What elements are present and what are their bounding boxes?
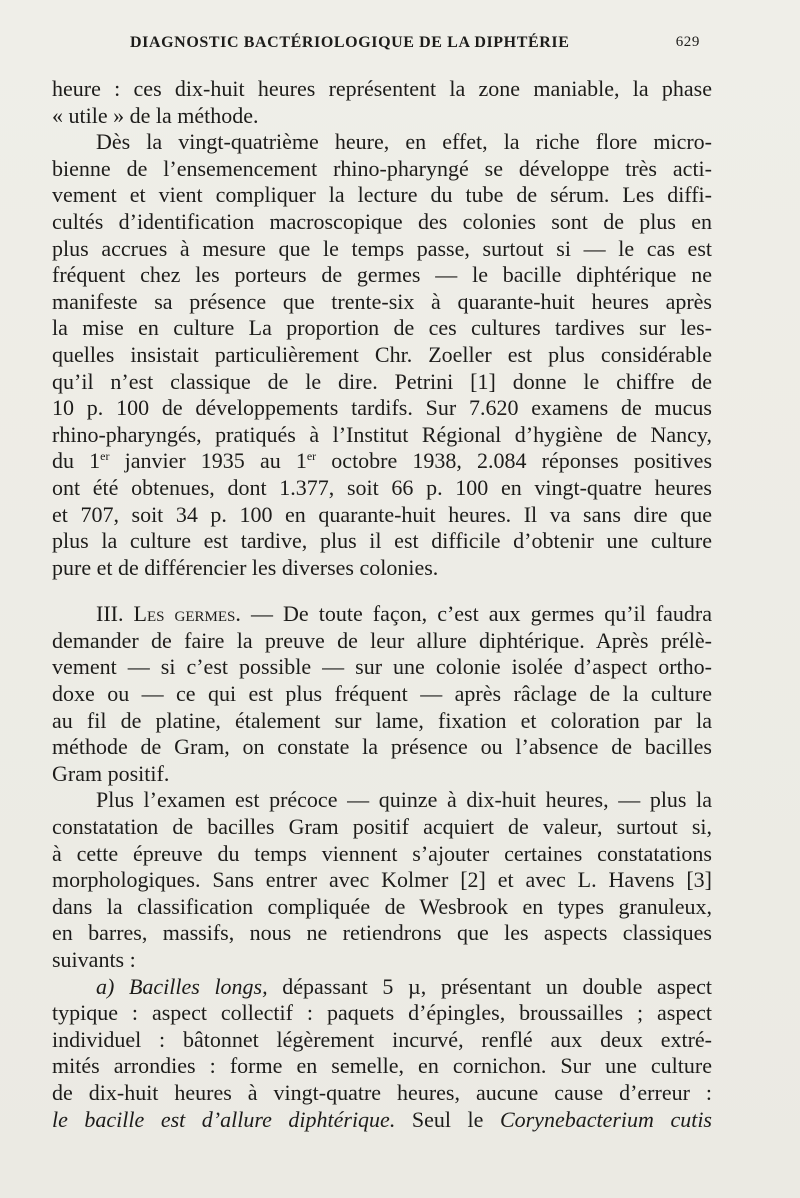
text-fragment: janvier 1935 au 1 [109, 448, 307, 474]
text-fragment: du 1 [52, 448, 101, 474]
text-line: Plus l’examen est précoce — quinze à dix-huit heures, — plus la [96, 787, 712, 813]
page-number: 629 [675, 34, 700, 50]
paragraph-late-cultures [52, 129, 712, 581]
running-head-title: DIAGNOSTIC BACTÉRIOLOGIQUE DE LA DIPHTÉRIE [130, 34, 570, 51]
text-line: plus accrues à mesure que le temps passe, surtout si — le cas est [52, 235, 712, 261]
text-line: Gram positif. [52, 760, 170, 786]
item-label: a) Bacilles longs, [96, 973, 268, 999]
section-heading: Les germes. [133, 601, 241, 627]
text-line: méthode de Gram, on constate la présence ou l’absence de bacilles [52, 734, 712, 760]
superscript: er [306, 449, 317, 464]
italic-text: le bacille est d’allure diphtérique. [52, 1106, 396, 1132]
text-fragment: dépassant 5 µ, présentant un double aspect [267, 973, 712, 999]
text-line: suivants : [52, 947, 136, 972]
paragraph-long-bacilli [52, 974, 712, 1134]
text-line: cultés d’identification macroscopique des colonies sont de plus en [52, 208, 712, 234]
text-line: Dès la vingt-quatrième heure, en effet, la riche flore micro- [96, 129, 712, 155]
text-line: individuel : bâtonnet légèrement incurvé, renflé aux deux extré- [52, 1026, 712, 1052]
section-gap [52, 581, 712, 601]
text-line: rhino-pharyngés, pratiqués à l’Institut Régional d’hygiène de Nancy, [52, 421, 712, 447]
section-germs [52, 601, 712, 787]
text-line: plus la culture est tardive, plus il est difficile d’obtenir une culture [52, 528, 712, 554]
paragraph-continuation [52, 76, 712, 129]
text-line: et 707, soit 34 p. 100 en quarante-huit heures. Il va sans dire que [52, 501, 712, 527]
body-text [52, 76, 712, 1133]
section-numeral: III. [96, 601, 124, 627]
text-line: fréquent chez les porteurs de germes — le bacille diphtérique ne [52, 262, 712, 288]
text-line: pure et de différencier les diverses colonies. [52, 554, 439, 580]
text-line: heure : ces dix-huit heures représentent la zone maniable, la phase [52, 76, 712, 101]
text-line-mixed [52, 1107, 712, 1134]
text-fragment: — De toute façon, c’est aux germes qu’il faudra [240, 601, 712, 627]
text-line: de dix-huit heures à vingt-quatre heures, aucune cause d’erreur : [52, 1079, 712, 1105]
section-heading-line [52, 601, 712, 628]
text-line: dans la classification compliquée de Wesbrook en types granuleux, [52, 893, 712, 919]
text-line: qu’il n’est classique de le dire. Petrini [1] donne le chiffre de [52, 368, 712, 394]
text-line: doxe ou — ce qui est plus fréquent — après râclage de la culture [52, 681, 712, 707]
text-line: morphologiques. Sans entrer avec Kolmer [2] et avec L. Havens [3] [52, 867, 712, 893]
text-line: « utile » de la méthode. [52, 102, 259, 128]
text-line: constatation de bacilles Gram positif acquiert de valeur, surtout si, [52, 814, 712, 840]
text-line: vement et vient compliquer la lecture du tube de sérum. Les diffi- [52, 182, 712, 208]
text-line: 10 p. 100 de développements tardifs. Sur 7.620 examens de mucus [52, 395, 712, 421]
text-line: bienne de l’ensemencement rhino-pharyngé se développe très acti- [52, 155, 712, 181]
superscript: er [100, 449, 110, 464]
text-line: mités arrondies : forme en semelle, en cornichon. Sur une culture [52, 1053, 712, 1079]
text-line: typique : aspect collectif : paquets d’épingles, broussailles ; aspect [52, 1000, 712, 1026]
text-line: ont été obtenues, dont 1.377, soit 66 p. 100 en vingt-quatre heures [52, 474, 712, 500]
text-fragment: Seul le [395, 1106, 500, 1132]
text-line: demander de faire la preuve de leur allure diphtérique. Après prélè- [52, 627, 712, 653]
text-fragment: octobre 1938, 2.084 réponses positives [316, 448, 712, 474]
text-line: manifeste sa présence que trente-six à quarante-huit heures après [52, 288, 712, 314]
text-line: la mise en culture La proportion de ces cultures tardives sur les- [52, 315, 712, 341]
text-line: à cette épreuve du temps viennent s’ajouter certaines constatations [52, 840, 712, 866]
text-line-dates [52, 448, 712, 475]
paragraph-early-exam [52, 787, 712, 973]
text-line: en barres, massifs, nous ne retiendrons que les aspects classiques [52, 920, 712, 946]
italic-text: Corynebacterium cutis [499, 1106, 712, 1132]
text-line: vement — si c’est possible — sur une colonie isolée d’aspect ortho- [52, 654, 712, 680]
text-line: au fil de platine, étalement sur lame, fixation et coloration par la [52, 707, 712, 733]
text-line: quelles insistait particulièrement Chr. Zoeller est plus considérable [52, 341, 712, 367]
text-line-label [52, 974, 712, 1001]
